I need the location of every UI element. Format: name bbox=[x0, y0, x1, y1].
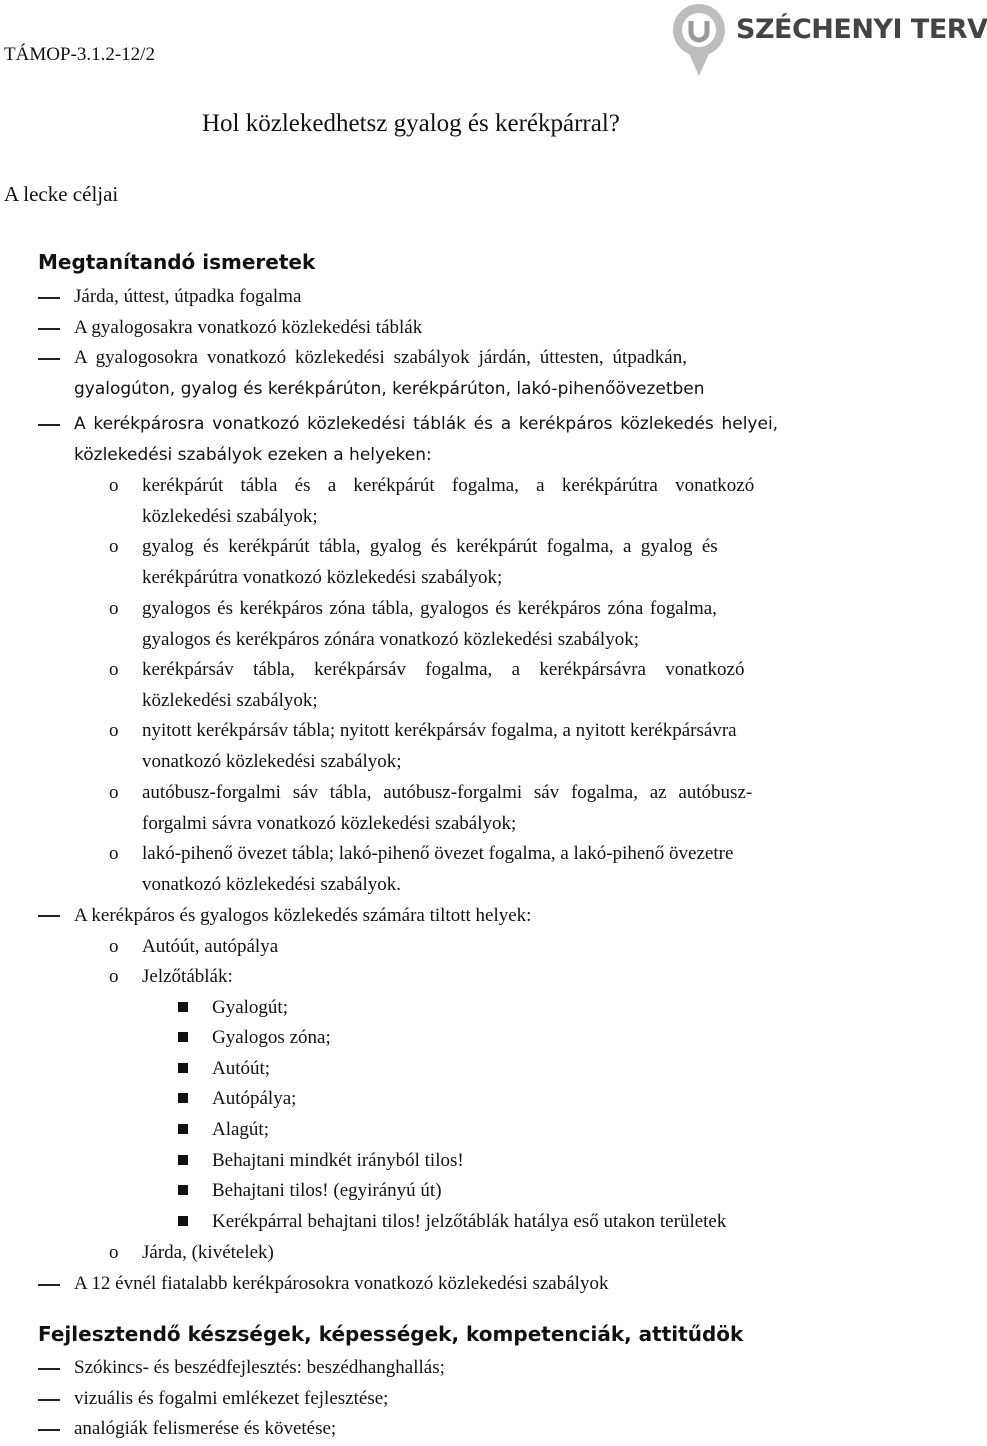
goals-label: A lecke céljai bbox=[4, 182, 119, 206]
sign-item: Kerékpárral behajtani tilos! jelzőtáblák hatálya eső utakon területek bbox=[212, 1211, 727, 1232]
circle-bullet: o bbox=[109, 843, 119, 864]
sub-list-item: kerékpárút tábla és a kerékpárút fogalma, a kerékpárútra vonatkozó bbox=[142, 475, 755, 496]
list-item: Járda, úttest, útpadka fogalma bbox=[74, 286, 302, 307]
sub-list-item: lakó-pihenő övezet tábla; lakó-pihenő övezet fogalma, a lakó-pihenő övezetre bbox=[142, 843, 734, 864]
sub-list-item: Járda, (kivételek) bbox=[142, 1242, 274, 1263]
sub-list-item-continuation: forgalmi sávra vonatkozó közlekedési szabályok; bbox=[142, 813, 517, 834]
list-item: A kerékpáros és gyalogos közlekedés számára tiltott helyek: bbox=[74, 905, 532, 926]
square-bullet bbox=[178, 1063, 188, 1073]
dash-bullet bbox=[38, 297, 60, 299]
list-item: A gyalogosokra vonatkozó közlekedési szabályok járdán, úttesten, útpadkán, bbox=[74, 347, 687, 368]
sub-list-item-continuation: közlekedési szabályok; bbox=[142, 690, 318, 711]
square-bullet bbox=[178, 1216, 188, 1226]
square-bullet bbox=[178, 1185, 188, 1195]
dash-bullet bbox=[38, 358, 60, 360]
szechenyi-u-pin-icon bbox=[668, 0, 730, 78]
dash-bullet bbox=[38, 328, 60, 330]
sub-list-item: Autóút, autópálya bbox=[142, 936, 279, 957]
circle-bullet: o bbox=[109, 720, 119, 741]
list-item: A 12 évnél fiatalabb kerékpárosokra vonatkozó közlekedési szabályok bbox=[74, 1273, 609, 1294]
sub-list-item: Jelzőtáblák: bbox=[142, 966, 233, 987]
sign-item: Gyalogos zóna; bbox=[212, 1027, 331, 1048]
circle-bullet: o bbox=[109, 782, 119, 803]
list-item: Szókincs- és beszédfejlesztés: beszédhanghallás; bbox=[74, 1357, 445, 1378]
sign-item: Autópálya; bbox=[212, 1088, 297, 1109]
circle-bullet: o bbox=[109, 475, 119, 496]
list-item: A kerékpárosra vonatkozó közlekedési táblák és a kerékpáros közlekedés helyei, bbox=[74, 414, 779, 434]
sub-list-item: gyalog és kerékpárút tábla, gyalog és kerékpárút fogalma, a gyalog és bbox=[142, 536, 718, 557]
list-item-continuation: gyalogúton, gyalog és kerékpárúton, kerékpárúton, lakó-pihenőövezetben bbox=[74, 379, 705, 399]
sub-list-item: nyitott kerékpársáv tábla; nyitott kerékpársáv fogalma, a nyitott kerékpársávra bbox=[142, 720, 737, 741]
sub-list-item-continuation: gyalogos és kerékpáros zónára vonatkozó közlekedési szabályok; bbox=[142, 629, 639, 650]
project-code: TÁMOP-3.1.2-12/2 bbox=[4, 44, 155, 65]
szechenyi-logo bbox=[668, 0, 987, 78]
list-item: vizuális és fogalmi emlékezet fejlesztése; bbox=[74, 1388, 389, 1409]
sign-item: Behajtani tilos! (egyirányú út) bbox=[212, 1180, 442, 1201]
page-title: Hol közlekedhetsz gyalog és kerékpárral? bbox=[202, 110, 620, 137]
dash-bullet bbox=[38, 1399, 60, 1401]
dash-bullet bbox=[38, 1368, 60, 1370]
circle-bullet: o bbox=[109, 598, 119, 619]
circle-bullet: o bbox=[109, 536, 119, 557]
sub-list-item: gyalogos és kerékpáros zóna tábla, gyalogos és kerékpáros zóna fogalma, bbox=[142, 598, 717, 619]
sub-list-item: kerékpársáv tábla, kerékpársáv fogalma, a kerékpársávra vonatkozó bbox=[142, 659, 745, 680]
sign-item: Behajtani mindkét irányból tilos! bbox=[212, 1150, 464, 1171]
sub-list-item: autóbusz-forgalmi sáv tábla, autóbusz-forgalmi sáv fogalma, az autóbusz- bbox=[142, 782, 753, 803]
circle-bullet: o bbox=[109, 1242, 119, 1263]
dash-bullet bbox=[38, 1429, 60, 1431]
square-bullet bbox=[178, 1093, 188, 1103]
sign-item: Alagút; bbox=[212, 1119, 269, 1140]
list-item: A gyalogosakra vonatkozó közlekedési táblák bbox=[74, 317, 423, 338]
section-heading-knowledge: Megtanítandó ismeretek bbox=[38, 250, 316, 274]
square-bullet bbox=[178, 1155, 188, 1165]
dash-bullet bbox=[38, 915, 60, 917]
section-heading-skills: Fejlesztendő készségek, képességek, kompetenciák, attitűdök bbox=[38, 1322, 744, 1346]
circle-bullet: o bbox=[109, 659, 119, 680]
square-bullet bbox=[178, 1032, 188, 1042]
circle-bullet: o bbox=[109, 966, 119, 987]
circle-bullet: o bbox=[109, 936, 119, 957]
list-item: analógiák felismerése és követése; bbox=[74, 1418, 337, 1439]
dash-bullet bbox=[38, 424, 60, 426]
sub-list-item-continuation: vonatkozó közlekedési szabályok. bbox=[142, 874, 402, 895]
sub-list-item-continuation: vonatkozó közlekedési szabályok; bbox=[142, 751, 402, 772]
logo-text: SZÉCHENYI TERV bbox=[736, 14, 987, 45]
square-bullet bbox=[178, 1124, 188, 1134]
dash-bullet bbox=[38, 1284, 60, 1286]
list-item-continuation: közlekedési szabályok ezeken a helyeken: bbox=[74, 445, 432, 465]
square-bullet bbox=[178, 1002, 188, 1012]
sign-item: Autóút; bbox=[212, 1058, 271, 1079]
sign-item: Gyalogút; bbox=[212, 997, 288, 1018]
sub-list-item-continuation: kerékpárútra vonatkozó közlekedési szabályok; bbox=[142, 567, 503, 588]
sub-list-item-continuation: közlekedési szabályok; bbox=[142, 506, 318, 527]
